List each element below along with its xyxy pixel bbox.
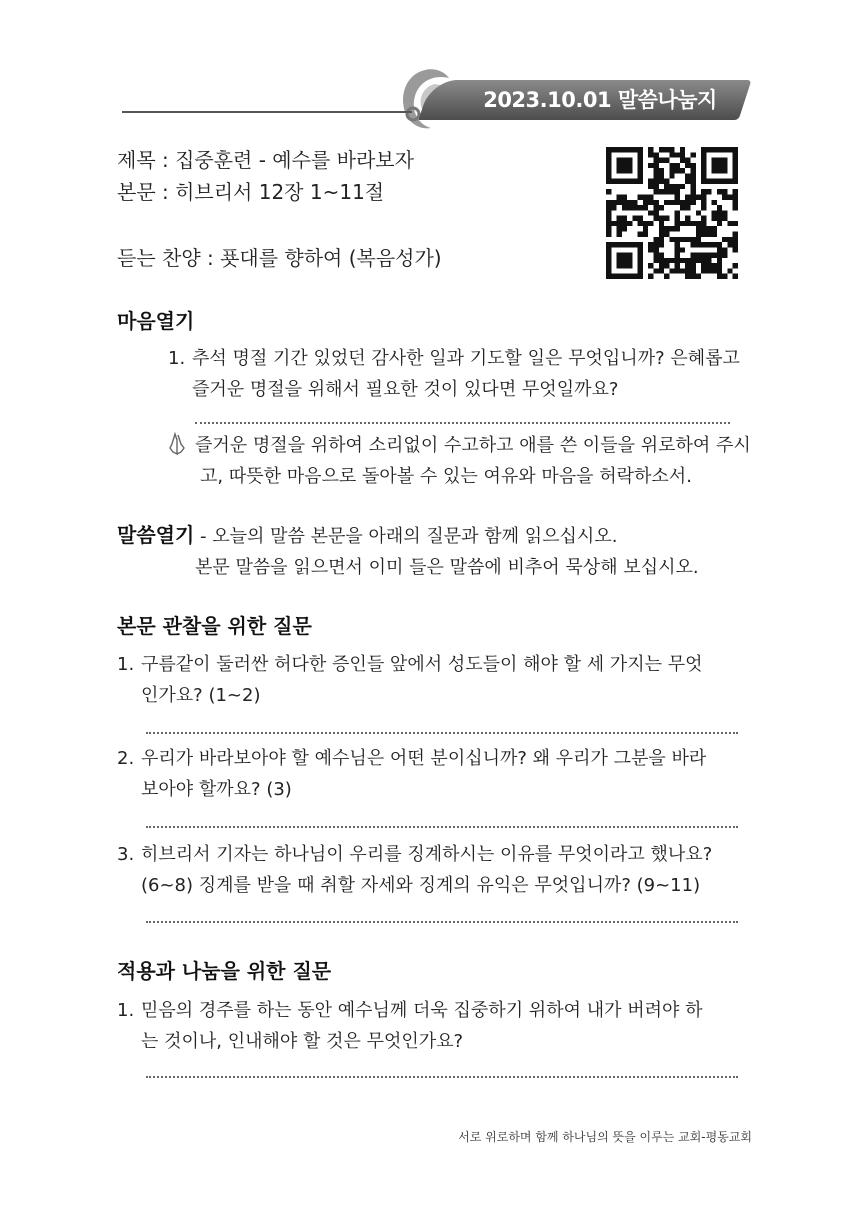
qr-module: [733, 274, 738, 279]
qr-module: [701, 195, 706, 200]
qr-module: [680, 258, 685, 263]
question-line: 추석 명절 기간 있었던 감사한 일과 기도할 일은 무엇입니까? 은혜롭고: [192, 348, 740, 369]
qr-module: [680, 147, 685, 152]
page-title: 2023.10.01 말씀나눔지: [483, 88, 717, 112]
observation-question-1: 1. 구름같이 둘러싼 허다한 증인들 앞에서 성도들이 해야 할 세 가지는 무엇 인가요? (1~2): [117, 654, 703, 706]
qr-module: [717, 242, 722, 247]
qr-module: [733, 221, 738, 226]
qr-module: [659, 147, 664, 152]
qr-module: [664, 158, 669, 163]
qr-module: [648, 152, 653, 157]
qr-module: [617, 221, 622, 226]
qr-module: [638, 221, 643, 226]
open-word-line: - 오늘의 말씀 본문을 아래의 질문과 함께 읽으십시오.: [200, 526, 618, 547]
qr-module: [659, 221, 664, 226]
qr-module: [664, 263, 669, 268]
qr-module: [669, 237, 674, 242]
qr-module: [712, 268, 717, 273]
qr-module: [722, 216, 727, 221]
qr-module: [680, 158, 685, 163]
qr-module: [712, 231, 717, 236]
qr-module: [669, 268, 674, 273]
qr-module: [617, 226, 622, 231]
qr-module: [617, 200, 622, 205]
qr-module: [664, 258, 669, 263]
answer-line[interactable]: [146, 921, 738, 923]
qr-module: [717, 258, 722, 263]
qr-module: [659, 173, 664, 178]
qr-module: [648, 242, 653, 247]
qr-module: [696, 195, 701, 200]
qr-module: [654, 216, 659, 221]
qr-module: [690, 274, 695, 279]
qr-module: [733, 195, 738, 200]
qr-module: [654, 247, 659, 252]
qr-module: [654, 258, 659, 263]
qr-module: [606, 226, 611, 231]
qr-module: [648, 163, 653, 168]
qr-module: [611, 221, 616, 226]
qr-module: [680, 247, 685, 252]
qr-module: [685, 258, 690, 263]
answer-line[interactable]: [146, 1076, 738, 1078]
qr-module: [717, 247, 722, 252]
qr-module: [690, 237, 695, 242]
qr-module: [648, 274, 653, 279]
qr-module: [701, 200, 706, 205]
qr-module: [606, 216, 611, 221]
qr-module: [617, 195, 622, 200]
qr-module: [664, 184, 669, 189]
sermon-text: 본문 : 히브리서 12장 1~11절: [117, 180, 385, 204]
qr-module: [685, 263, 690, 268]
qr-module: [659, 158, 664, 163]
qr-module: [632, 216, 637, 221]
question-line: 즐거운 명절을 위해서 필요한 것이 있다면 무엇일까요?: [192, 379, 619, 400]
prayer-line: 고, 따뜻한 마음으로 돌아볼 수 있는 여유와 마음을 허락하소서.: [200, 466, 692, 487]
open-word-section: [117, 520, 757, 583]
application-question-1: 1. 믿음의 경주를 하는 동안 예수님께 더욱 집중하기 위하여 내가 버려야 하 는 것이나, 인내해야 할 것은 무엇인가요?: [117, 1000, 703, 1052]
qr-module: [696, 258, 701, 263]
qr-module: [701, 268, 706, 273]
qr-module: [685, 268, 690, 273]
qr-module: [701, 226, 706, 231]
qr-module: [722, 189, 727, 194]
qr-module: [733, 189, 738, 194]
qr-module: [664, 226, 669, 231]
qr-module: [680, 152, 685, 157]
qr-module: [654, 158, 659, 163]
qr-module: [638, 205, 643, 210]
qr-module: [712, 200, 717, 205]
qr-module: [685, 163, 690, 168]
qr-module: [643, 205, 648, 210]
qr-module: [722, 274, 727, 279]
qr-module: [654, 237, 659, 242]
qr-module: [685, 158, 690, 163]
qr-module: [733, 247, 738, 252]
open-word-line: 본문 말씀을 읽으면서 이미 들은 말씀에 비추어 묵상해 보십시오.: [195, 557, 699, 578]
qr-module: [680, 237, 685, 242]
qr-module: [606, 189, 611, 194]
qr-module: [627, 221, 632, 226]
qr-module: [722, 195, 727, 200]
qr-module: [680, 184, 685, 189]
qr-module: [617, 231, 622, 236]
qr-module: [654, 242, 659, 247]
qr-module: [643, 200, 648, 205]
section-heading-open-word: 말씀열기: [117, 523, 195, 547]
qr-module: [733, 231, 738, 236]
qr-module: [685, 200, 690, 205]
qr-module: [643, 226, 648, 231]
qr-module: [696, 231, 701, 236]
qr-module: [669, 147, 674, 152]
qr-module: [696, 242, 701, 247]
qr-module: [733, 242, 738, 247]
qr-module: [617, 253, 633, 269]
qr-module: [690, 173, 695, 178]
qr-module: [717, 205, 722, 210]
qr-module: [706, 231, 711, 236]
qr-module: [685, 205, 690, 210]
qr-module: [680, 200, 685, 205]
qr-module: [722, 237, 727, 242]
qr-module: [690, 168, 695, 173]
qr-module: [706, 263, 711, 268]
qr-module: [712, 210, 717, 215]
qr-module: [685, 179, 690, 184]
qr-module: [706, 258, 711, 263]
qr-module: [717, 189, 722, 194]
qr-module: [675, 195, 680, 200]
qr-module: [654, 205, 659, 210]
qr-module: [664, 231, 669, 236]
qr-module: [659, 179, 664, 184]
qr-module: [669, 184, 674, 189]
header-rule: [122, 111, 412, 113]
qr-module: [659, 263, 664, 268]
qr-module: [685, 173, 690, 178]
qr-module: [643, 231, 648, 236]
qr-module: [690, 189, 695, 194]
qr-module: [696, 210, 701, 215]
qr-module: [654, 268, 659, 273]
praying-hands-icon: [166, 432, 188, 456]
qr-module: [690, 200, 695, 205]
qr-module: [712, 216, 717, 221]
qr-module: [606, 200, 611, 205]
qr-module: [727, 237, 732, 242]
qr-module: [675, 168, 680, 173]
qr-module: [606, 221, 611, 226]
qr-module: [706, 242, 711, 247]
qr-module: [706, 253, 711, 258]
qr-module: [685, 221, 690, 226]
qr-module: [632, 200, 637, 205]
qr-module: [722, 247, 727, 252]
qr-module: [690, 179, 695, 184]
qr-module: [685, 216, 690, 221]
qr-module: [712, 263, 717, 268]
qr-module: [659, 231, 664, 236]
qr-module: [680, 268, 685, 273]
qr-module: [680, 221, 685, 226]
section-heading-application: 적용과 나눔을 위한 질문: [117, 959, 332, 983]
qr-module: [717, 268, 722, 273]
qr-module: [643, 221, 648, 226]
qr-module: [680, 168, 685, 173]
qr-module: [690, 195, 695, 200]
qr-module: [680, 205, 685, 210]
qr-module: [733, 205, 738, 210]
qr-module: [659, 258, 664, 263]
qr-module: [701, 258, 706, 263]
qr-module: [606, 231, 611, 236]
sermon-title: 제목 : 집중훈련 - 예수를 바라보자: [117, 148, 414, 172]
qr-module: [712, 253, 717, 258]
qr-module: [675, 200, 680, 205]
qr-module: [617, 158, 633, 174]
qr-module: [659, 268, 664, 273]
qr-module: [659, 189, 664, 194]
qr-module: [696, 226, 701, 231]
qr-module: [712, 158, 728, 174]
qr-module: [664, 200, 669, 205]
qr-module: [717, 263, 722, 268]
qr-module: [675, 189, 680, 194]
qr-module: [654, 253, 659, 258]
qr-module: [622, 221, 627, 226]
qr-module: [690, 253, 695, 258]
qr-module: [622, 200, 627, 205]
qr-module: [722, 253, 727, 258]
qr-module: [685, 274, 690, 279]
qr-module: [659, 168, 664, 173]
answer-line[interactable]: [146, 732, 738, 734]
qr-module: [622, 216, 627, 221]
qr-module: [717, 216, 722, 221]
qr-module: [733, 263, 738, 268]
qr-module: [675, 184, 680, 189]
qr-module: [701, 231, 706, 236]
qr-module: [622, 195, 627, 200]
qr-module: [617, 216, 622, 221]
qr-module: [701, 205, 706, 210]
qr-module: [675, 216, 680, 221]
qr-module: [664, 147, 669, 152]
qr-module: [669, 189, 674, 194]
qr-module: [643, 195, 648, 200]
qr-module: [654, 152, 659, 157]
qr-module: [733, 200, 738, 205]
qr-module: [659, 226, 664, 231]
qr-module: [701, 189, 706, 194]
qr-module: [696, 237, 701, 242]
qr-module: [706, 268, 711, 273]
qr-module: [648, 247, 653, 252]
qr-module: [675, 258, 680, 263]
qr-module: [638, 195, 643, 200]
qr-module: [669, 226, 674, 231]
qr-module: [696, 274, 701, 279]
qr-module: [690, 152, 695, 157]
qr-module: [654, 163, 659, 168]
qr-module: [638, 231, 643, 236]
qr-module: [659, 242, 664, 247]
qr-module: [712, 226, 717, 231]
qr-module: [701, 242, 706, 247]
qr-module: [664, 179, 669, 184]
qr-module: [669, 168, 674, 173]
qr-module: [706, 189, 711, 194]
qr-code-icon[interactable]: [606, 147, 738, 279]
qr-module: [648, 179, 653, 184]
qr-module: [648, 195, 653, 200]
qr-module: [675, 152, 680, 157]
qr-module: [717, 274, 722, 279]
qr-module: [675, 253, 680, 258]
qr-module: [622, 226, 627, 231]
section-heading-open-heart: 마음열기: [117, 309, 195, 333]
qr-module: [675, 237, 680, 242]
qr-module: [690, 242, 695, 247]
qr-module: [654, 179, 659, 184]
qr-module: [648, 263, 653, 268]
qr-module: [664, 216, 669, 221]
qr-module: [675, 163, 680, 168]
qr-module: [659, 237, 664, 242]
qr-module: [685, 195, 690, 200]
qr-module: [696, 221, 701, 226]
qr-module: [717, 210, 722, 215]
qr-module: [632, 205, 637, 210]
qr-module: [727, 268, 732, 273]
qr-module: [675, 263, 680, 268]
qr-module: [696, 253, 701, 258]
qr-module: [690, 163, 695, 168]
qr-module: [733, 237, 738, 242]
prayer-line: 즐거운 명절을 위하여 소리없이 수고하고 애를 쓴 이들을 위로하여 주시: [195, 435, 751, 456]
qr-module: [654, 200, 659, 205]
qr-module: [606, 210, 611, 215]
answer-line[interactable]: [195, 422, 730, 424]
qr-module: [627, 205, 632, 210]
question-number: 1.: [168, 348, 186, 369]
footer-slogan: 서로 위로하며 함께 하나님의 뜻을 이루는 교회-평동교회: [458, 1130, 752, 1144]
observation-question-2: 2. 우리가 바라보아야 할 예수님은 어떤 분이십니까? 왜 우리가 그분을 바라 보아야 할까요? (3): [117, 748, 707, 800]
qr-module: [638, 216, 643, 221]
qr-module: [648, 147, 653, 152]
qr-module: [654, 173, 659, 178]
qr-module: [669, 173, 674, 178]
qr-module: [654, 168, 659, 173]
qr-module: [712, 242, 717, 247]
qr-module: [648, 210, 653, 215]
qr-module: [727, 242, 732, 247]
answer-line[interactable]: [146, 826, 738, 828]
qr-module: [675, 226, 680, 231]
qr-module: [701, 221, 706, 226]
qr-module: [648, 184, 653, 189]
qr-module: [654, 189, 659, 194]
qr-module: [717, 253, 722, 258]
qr-module: [717, 221, 722, 226]
qr-module: [675, 247, 680, 252]
qr-module: [690, 263, 695, 268]
qr-module: [701, 216, 706, 221]
qr-module: [690, 258, 695, 263]
section-heading-observation: 본문 관찰을 위한 질문: [117, 614, 312, 638]
qr-module: [648, 221, 653, 226]
qr-module: [648, 200, 653, 205]
qr-module: [606, 205, 611, 210]
qr-module: [659, 216, 664, 221]
open-heart-question-1: [168, 343, 748, 405]
qr-module: [675, 242, 680, 247]
qr-module: [675, 221, 680, 226]
qr-module: [675, 210, 680, 215]
qr-module: [701, 263, 706, 268]
sermon-hymn: 듣는 찬양 : 푯대를 향하여 (복음성가): [117, 246, 442, 270]
qr-module: [654, 210, 659, 215]
qr-module: [669, 200, 674, 205]
qr-module: [727, 221, 732, 226]
qr-module: [701, 253, 706, 258]
qr-module: [722, 210, 727, 215]
qr-module: [659, 205, 664, 210]
qr-module: [690, 184, 695, 189]
qr-module: [627, 200, 632, 205]
qr-module: [622, 205, 627, 210]
qr-module: [685, 237, 690, 242]
qr-module: [706, 226, 711, 231]
qr-module: [690, 221, 695, 226]
qr-module: [690, 268, 695, 273]
observation-question-3: 3. 히브리서 기자는 하나님이 우리를 징계하시는 이유를 무엇이라고 했나요? (6~8) 징계를 받을 때 취할 자세와 징계의 유익은 무엇입니까? (9~11): [117, 844, 713, 896]
qr-module: [664, 189, 669, 194]
prayer-text: [195, 430, 755, 492]
qr-module: [664, 274, 669, 279]
qr-module: [659, 253, 664, 258]
qr-module: [669, 152, 674, 157]
qr-module: [669, 258, 674, 263]
qr-module: [669, 163, 674, 168]
qr-module: [727, 195, 732, 200]
qr-module: [675, 268, 680, 273]
qr-module: [611, 200, 616, 205]
qr-module: [611, 205, 616, 210]
qr-module: [654, 184, 659, 189]
